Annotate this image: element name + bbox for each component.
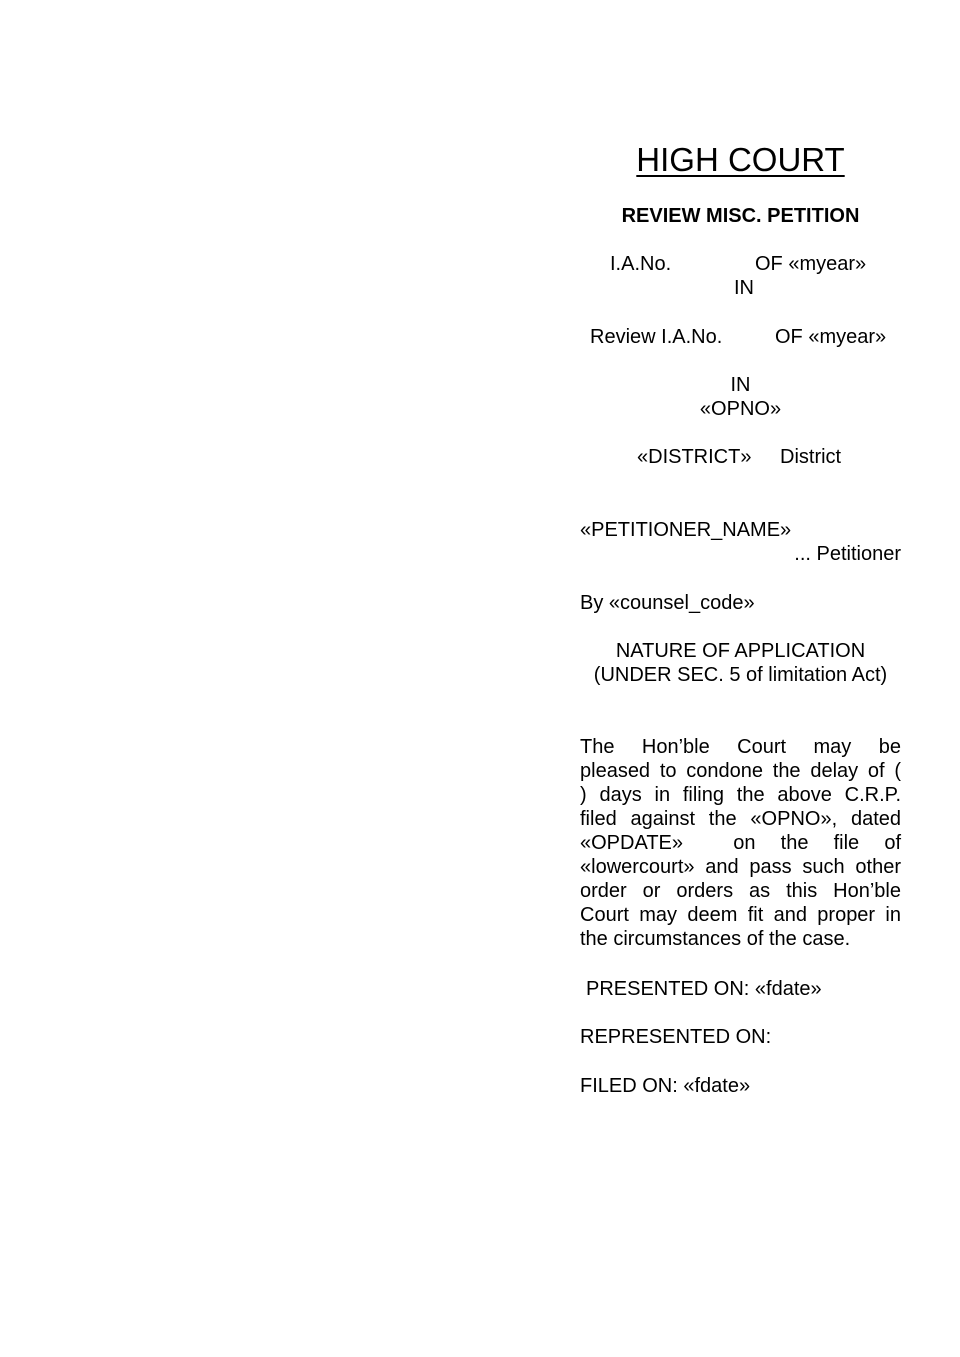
in-connector-2: IN [730,374,751,396]
ia-number-year: OF «myear» [755,253,867,275]
district-label: District [780,446,842,468]
review-ia-number-year: OF «myear» [775,326,887,348]
prayer-line: order or orders as this Hon’ble [580,880,901,902]
presented-on: PRESENTED ON: «fdate» [586,978,822,1000]
prayer-line: The Hon’ble Court may be [580,736,901,758]
review-ia-number-label: Review I.A.No. [590,326,723,348]
filed-on: FILED ON: «fdate» [580,1075,751,1097]
represented-on: REPRESENTED ON: [580,1026,772,1048]
counsel-line: By «counsel_code» [580,592,755,614]
prayer-line: the circumstances of the case. [580,928,851,950]
prayer-line: «lowercourt» and pass such other [580,856,901,878]
prayer-line: ) days in filing the above C.R.P. [580,784,901,806]
prayer-line: filed against the «OPNO», dated [580,808,901,830]
court-title: HIGH COURT [636,141,845,178]
district-field: «DISTRICT» [637,446,752,468]
nature-section: (UNDER SEC. 5 of limitation Act) [593,664,888,686]
petition-type: REVIEW MISC. PETITION [621,205,860,227]
prayer-paragraph [580,735,901,951]
opno-field: «OPNO» [699,398,782,420]
prayer-line: «OPDATE» on the file of [580,832,901,854]
petitioner-name: «PETITIONER_NAME» [580,519,792,541]
prayer-line: Court may deem fit and proper in [580,904,901,926]
nature-heading: NATURE OF APPLICATION [615,640,866,662]
ia-number-label: I.A.No. [610,253,672,275]
prayer-line: pleased to condone the delay of ( [580,760,901,782]
petitioner-role: ... Petitioner [794,543,901,565]
